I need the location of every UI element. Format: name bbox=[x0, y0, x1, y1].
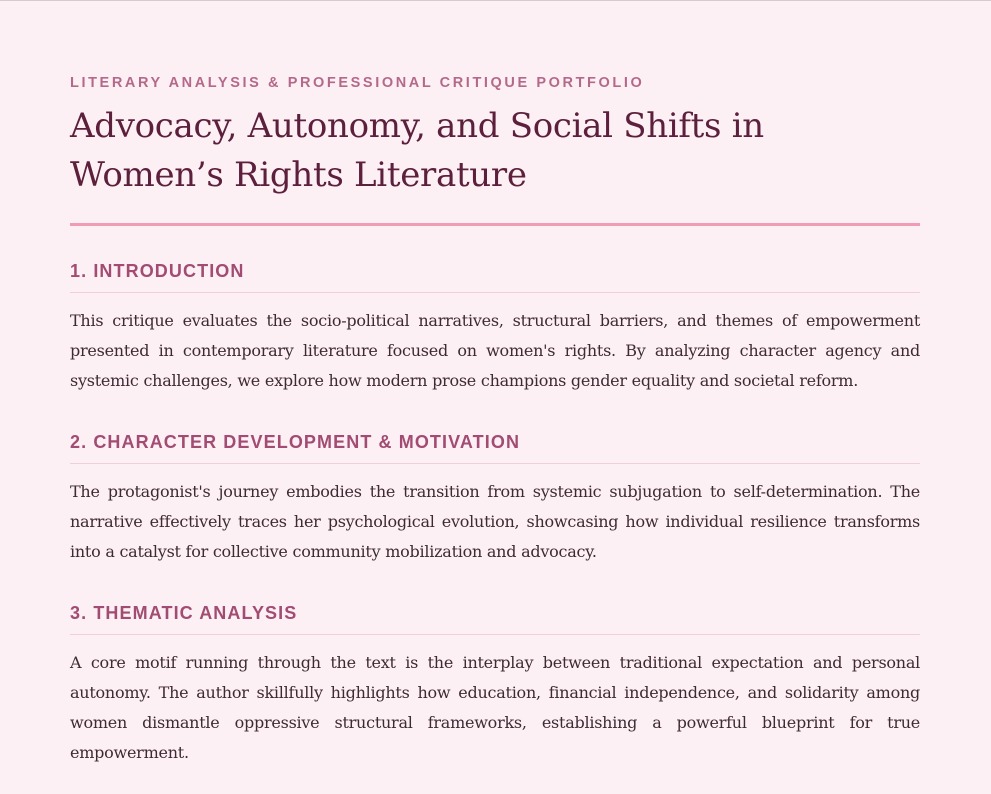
section-character-development bbox=[70, 431, 920, 567]
section-heading: 3. THEMATIC ANALYSIS bbox=[70, 602, 920, 635]
title-divider bbox=[70, 223, 920, 226]
section-body: The protagonist's journey embodies the transition from systemic subjugation to self-determination. The narrative effectively traces her psychological evolution, showcasing how individual resilience transforms into a catalyst for collective community mobilization and advocacy. bbox=[70, 482, 920, 561]
title-line-2: Women’s Rights Literature bbox=[70, 155, 527, 195]
section-introduction bbox=[70, 260, 920, 396]
section-body: A core motif running through the text is the interplay between traditional expectation and personal autonomy. The author skillfully highlights how education, financial independence, and solidarity among women dismantle oppressive structural frameworks, establishing a powerful blueprint for true empowerment. bbox=[70, 653, 920, 762]
section-heading: 2. CHARACTER DEVELOPMENT & MOTIVATION bbox=[70, 431, 920, 464]
page-title bbox=[70, 102, 920, 200]
document-kicker: LITERARY ANALYSIS & PROFESSIONAL CRITIQUE PORTFOLIO bbox=[70, 75, 645, 91]
section-body: This critique evaluates the socio-political narratives, structural barriers, and themes of empowerment presented in contemporary literature focused on women's rights. By analyzing character agency and systemic challenges, we explore how modern prose champions gender equality and societal reform. bbox=[70, 311, 920, 390]
section-thematic-analysis bbox=[70, 602, 920, 768]
title-line-1: Advocacy, Autonomy, and Social Shifts in bbox=[70, 106, 764, 146]
section-heading: 1. INTRODUCTION bbox=[70, 260, 920, 293]
